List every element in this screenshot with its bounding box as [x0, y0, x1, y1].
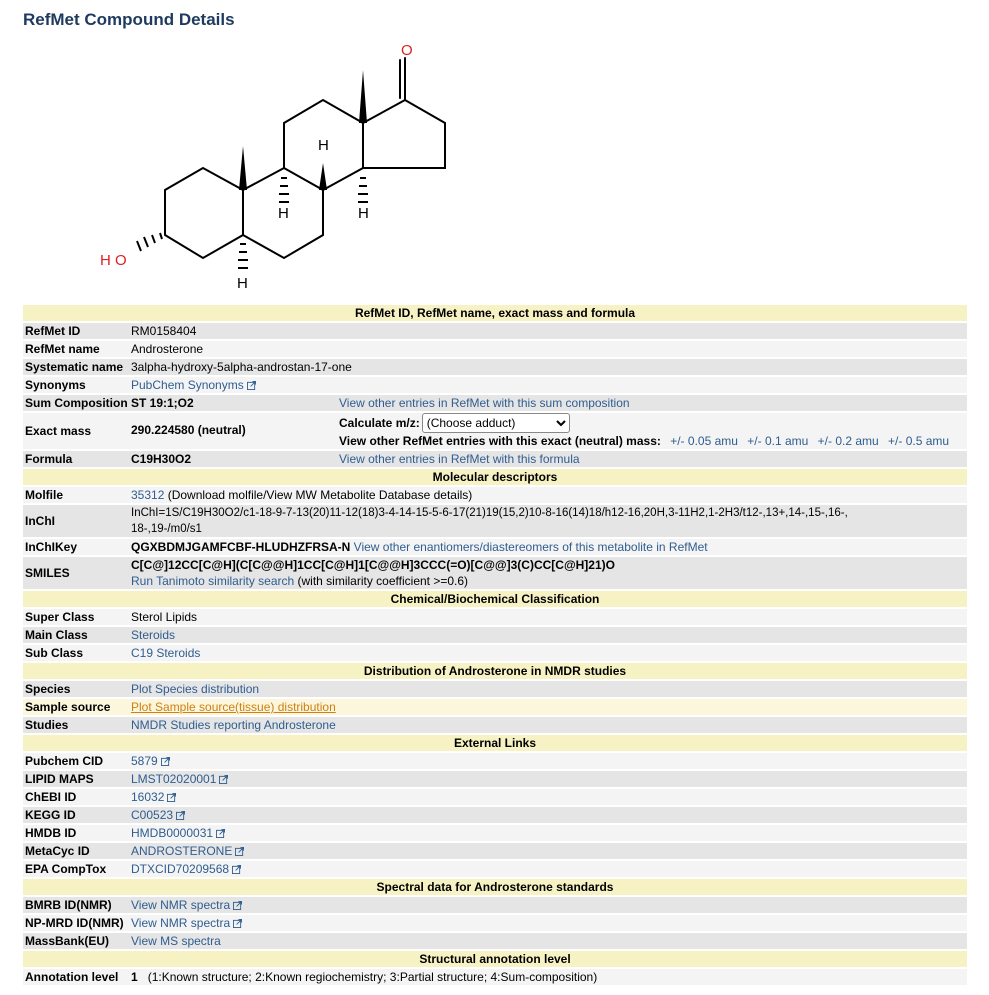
hmdb-id-link[interactable]: HMDB0000031 — [131, 826, 214, 840]
row-epa-comptox: EPA CompTox DTXCID70209568 — [23, 861, 967, 877]
row-super-class: Super Class Sterol Lipids — [23, 609, 967, 625]
row-hmdb-id: HMDB ID HMDB0000031 — [23, 825, 967, 841]
row-sum-composition: Sum Composition ST 19:1;O2 View other entries in RefMet with this sum composition — [23, 395, 967, 411]
amu-link-0-05[interactable]: +/- 0.05 amu — [670, 434, 738, 448]
np-mrd-nmr-link[interactable]: View NMR spectra — [131, 916, 231, 930]
chemical-structure-image — [90, 38, 490, 300]
row-chebi-id: ChEBI ID 16032 — [23, 789, 967, 805]
section-header-annotation: Structural annotation level — [23, 951, 967, 967]
external-link-icon — [233, 919, 242, 928]
hydrogen-label: H — [358, 205, 369, 222]
row-studies: Studies NMDR Studies reporting Androsterone — [23, 717, 967, 733]
row-lipid-maps: LIPID MAPS LMST02020001 — [23, 771, 967, 787]
hydroxyl-label: H O — [100, 252, 127, 269]
species-link[interactable]: Plot Species distribution — [131, 682, 260, 696]
external-link-icon — [216, 829, 225, 838]
adduct-select[interactable] — [422, 413, 570, 433]
row-pubchem-cid: Pubchem CID 5879 — [23, 753, 967, 769]
tanimoto-text: (with similarity coefficient >=0.6) — [297, 574, 469, 588]
molfile-link[interactable]: 35312 — [131, 488, 165, 502]
inchikey-value: QGXBDMJGAMFCBF-HLUDHZFRSA-N — [131, 540, 351, 554]
row-sample-source: Sample source Plot Sample source(tissue) distribution — [23, 699, 967, 715]
row-exact-mass: Exact mass 290.224580 (neutral)Calculate m/z: (Choose adduct) View other RefMet entries with this exact (neutral) mass: +/- 0.05 amu +/- 0.1 amu +/- 0.2 amu +/- 0.5 amu — [23, 413, 967, 449]
row-synonyms: Synonyms PubChem Synonyms — [23, 377, 967, 393]
chebi-id-link[interactable]: 16032 — [131, 790, 165, 804]
sub-class-link[interactable]: C19 Steroids — [131, 646, 201, 660]
external-link-icon — [247, 381, 256, 390]
section-header-spectral: Spectral data for Androsterone standards — [23, 879, 967, 895]
molfile-text: (Download molfile/View MW Metabolite Database details) — [167, 488, 473, 502]
annotation-level-text: (1:Known structure; 2:Known regiochemistry; 3:Partial structure; 4:Sum-composition) — [147, 970, 598, 984]
pubchem-synonyms-link[interactable]: PubChem Synonyms — [131, 378, 244, 392]
external-link-icon — [219, 775, 228, 784]
row-kegg-id: KEGG ID C00523 — [23, 807, 967, 823]
annotation-level-value: 1 — [131, 970, 138, 984]
amu-link-0-2[interactable]: +/- 0.2 amu — [817, 434, 879, 448]
page-title: RefMet Compound Details — [23, 10, 235, 29]
amu-link-0-5[interactable]: +/- 0.5 amu — [888, 434, 950, 448]
hydrogen-label: H — [237, 275, 248, 292]
compound-details-table — [23, 303, 967, 987]
smiles-value: C[C@]12CC[C@H](C[C@@H]1CC[C@H]1[C@@H]3CCC(=O)[C@@]3(C)CC[C@H]21)O — [131, 558, 615, 572]
bmrb-nmr-link[interactable]: View NMR spectra — [131, 898, 231, 912]
row-sub-class: Sub Class C19 Steroids — [23, 645, 967, 661]
tanimoto-link[interactable]: Run Tanimoto similarity search — [131, 574, 295, 588]
external-link-icon — [232, 865, 241, 874]
main-class-link[interactable]: Steroids — [131, 628, 176, 642]
enantiomers-link[interactable]: View other enantiomers/diastereomers of this metabolite in RefMet — [353, 540, 708, 554]
row-species: Species Plot Species distribution — [23, 681, 967, 697]
external-link-icon — [176, 811, 185, 820]
metacyc-id-link[interactable]: ANDROSTERONE — [131, 844, 233, 858]
hydrogen-label: H — [318, 137, 329, 154]
amu-link-0-1[interactable]: +/- 0.1 amu — [747, 434, 809, 448]
row-systematic-name: Systematic name 3alpha-hydroxy-5alpha-androstan-17-one — [23, 359, 967, 375]
sample-source-link[interactable]: Plot Sample source(tissue) distribution — [131, 700, 336, 714]
row-annotation-level: Annotation level 1 (1:Known structure; 2:Known regiochemistry; 3:Partial structure; 4:Sum-composition) — [23, 969, 967, 985]
inchi-value-cont: 18-,19-/m0/s1 — [131, 523, 202, 535]
lipid-maps-link[interactable]: LMST02020001 — [131, 772, 217, 786]
sum-composition-value: ST 19:1;O2 — [131, 396, 194, 410]
oxygen-label: O — [401, 42, 413, 59]
row-formula: Formula C19H30O2 View other entries in RefMet with this formula — [23, 451, 967, 467]
calculate-mz-label: Calculate m/z: — [339, 416, 420, 430]
section-header-classification: Chemical/Biochemical Classification — [23, 591, 967, 607]
sum-composition-link[interactable]: View other entries in RefMet with this sum composition — [339, 396, 630, 410]
external-link-icon — [161, 757, 170, 766]
external-link-icon — [233, 901, 242, 910]
section-header-distribution: Distribution of Androsterone in NMDR studies — [23, 663, 967, 679]
row-np-mrd: NP-MRD ID(NMR) View NMR spectra — [23, 915, 967, 931]
row-main-class: Main Class Steroids — [23, 627, 967, 643]
epa-comptox-link[interactable]: DTXCID70209568 — [131, 862, 230, 876]
section-header-main: RefMet ID, RefMet name, exact mass and formula — [23, 305, 967, 321]
row-inchi: InChI InChI=1S/C19H30O2/c1-18-9-7-13(20)11-12(18)3-4-14-15-5-6-17(21)19(15,2)10-8-16(14)18/h12-16,20H,3-11H2,1-2H3/t12-,13+,14-,15-,16-, 18-,19-/m0/s1 — [23, 505, 967, 537]
section-header-external: External Links — [23, 735, 967, 751]
row-refmet-id: RefMet ID RM0158404 — [23, 323, 967, 339]
external-link-icon — [167, 793, 176, 802]
exact-mass-value: 290.224580 (neutral) — [131, 423, 246, 438]
view-mass-label: View other RefMet entries with this exact (neutral) mass: — [339, 434, 661, 448]
section-header-descriptors: Molecular descriptors — [23, 469, 967, 485]
hydrogen-label: H — [278, 205, 289, 222]
row-massbank: MassBank(EU) View MS spectra — [23, 933, 967, 949]
row-refmet-name: RefMet name Androsterone — [23, 341, 967, 357]
row-smiles: SMILES C[C@]12CC[C@H](C[C@@H]1CC[C@H]1[C@@H]3CCC(=O)[C@@]3(C)CC[C@H]21)O Run Tanimoto similarity search (with similarity coefficient >=0.6) — [23, 557, 967, 589]
formula-value: C19H30O2 — [131, 452, 192, 466]
row-metacyc-id: MetaCyc ID ANDROSTERONE — [23, 843, 967, 859]
formula-link[interactable]: View other entries in RefMet with this formula — [339, 452, 580, 466]
kegg-id-link[interactable]: C00523 — [131, 808, 174, 822]
row-bmrb: BMRB ID(NMR) View NMR spectra — [23, 897, 967, 913]
pubchem-cid-link[interactable]: 5879 — [131, 754, 158, 768]
studies-link[interactable]: NMDR Studies reporting Androsterone — [131, 718, 336, 732]
row-molfile: Molfile 35312 (Download molfile/View MW Metabolite Database details) — [23, 487, 967, 503]
inchi-value: InChI=1S/C19H30O2/c1-18-9-7-13(20)11-12(18)3-4-14-15-5-6-17(21)19(15,2)10-8-16(14)18/h12-16,20H,3-11H2,1-2H3/t12-,13+,14-,15-,16-, — [131, 507, 848, 519]
row-inchikey: InChIKey QGXBDMJGAMFCBF-HLUDHZFRSA-N View other enantiomers/diastereomers of this metabolite in RefMet — [23, 539, 967, 555]
massbank-ms-link[interactable]: View MS spectra — [131, 934, 221, 948]
external-link-icon — [235, 847, 244, 856]
